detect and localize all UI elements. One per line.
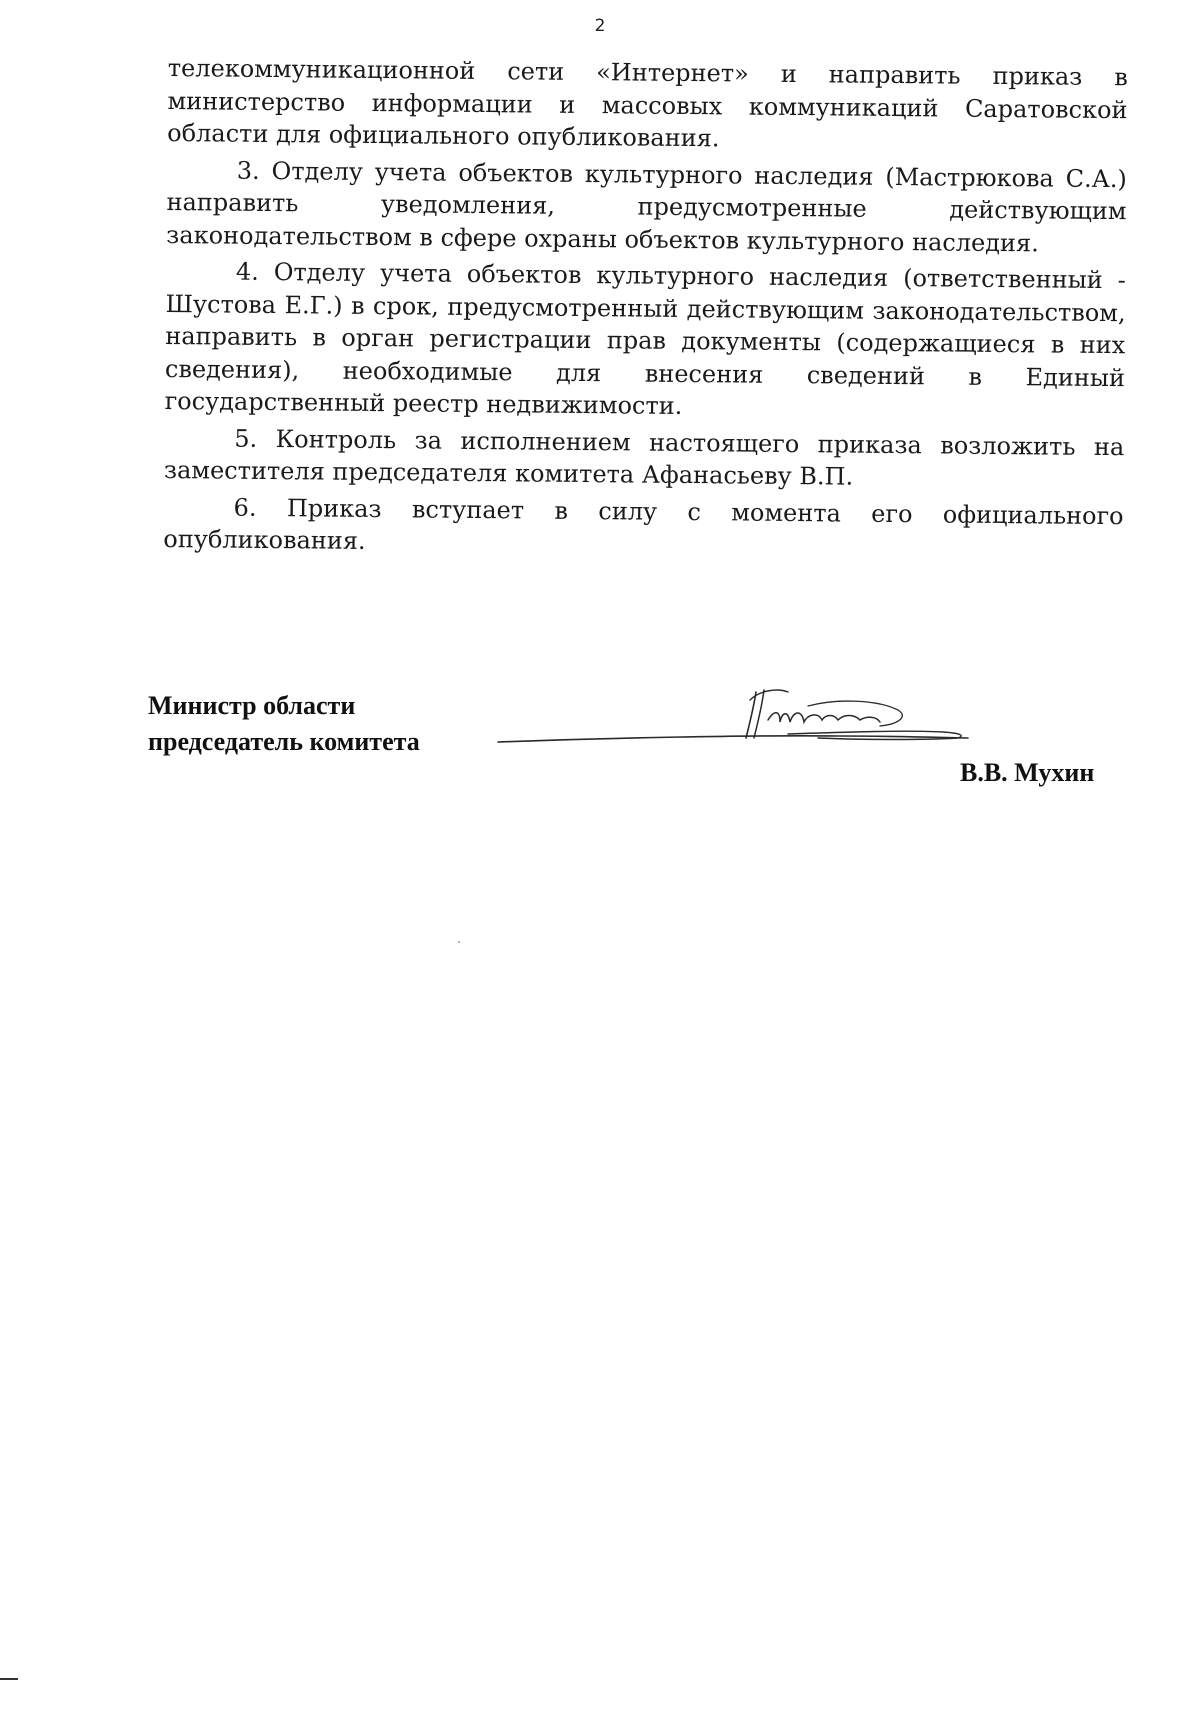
- paragraph-item-6: 6. Приказ вступает в силу с момента его официального опубликования.: [163, 493, 1124, 555]
- scan-speck: [458, 941, 460, 943]
- scan-edge-mark: [0, 1678, 18, 1680]
- signatory-title-line-1: Министр области: [148, 691, 356, 720]
- handwritten-signature: [488, 680, 1028, 760]
- paragraph-item-4: 4. Отделу учета объектов культурного наследия (ответственный - Шустова Е.Г.) в срок, предусмотренный действующим законодательством, направить в орган регистрации прав документы (содержащиеся в них сведения), необходимые для внесения сведений в Единый государственный реестр недвижимости.: [164, 257, 1126, 420]
- paragraph-continuation: телекоммуникационной сети «Интернет» и направить приказ в министерство информации и массовых коммуникаций Саратовской области для официального опубликования.: [167, 53, 1128, 153]
- signatory-title-line-2: председатель комитета: [148, 727, 420, 756]
- signature-block: [148, 688, 1128, 808]
- page-number: 2: [594, 16, 606, 36]
- signatory-title: [148, 688, 420, 760]
- document-body: [163, 52, 1128, 569]
- paragraph-item-5: 5. Контроль за исполнением настоящего приказа возложить на заместителя председателя комитета Афанасьеву В.П.: [163, 424, 1125, 491]
- signatory-name: В.В. Мухин: [960, 758, 1095, 787]
- paragraph-item-3: 3. Отделу учета объектов культурного наследия (Мастрюкова С.А.) направить уведомления, предусмотренные действующим законодательством в сфере охраны объектов культурного наследия.: [166, 156, 1127, 257]
